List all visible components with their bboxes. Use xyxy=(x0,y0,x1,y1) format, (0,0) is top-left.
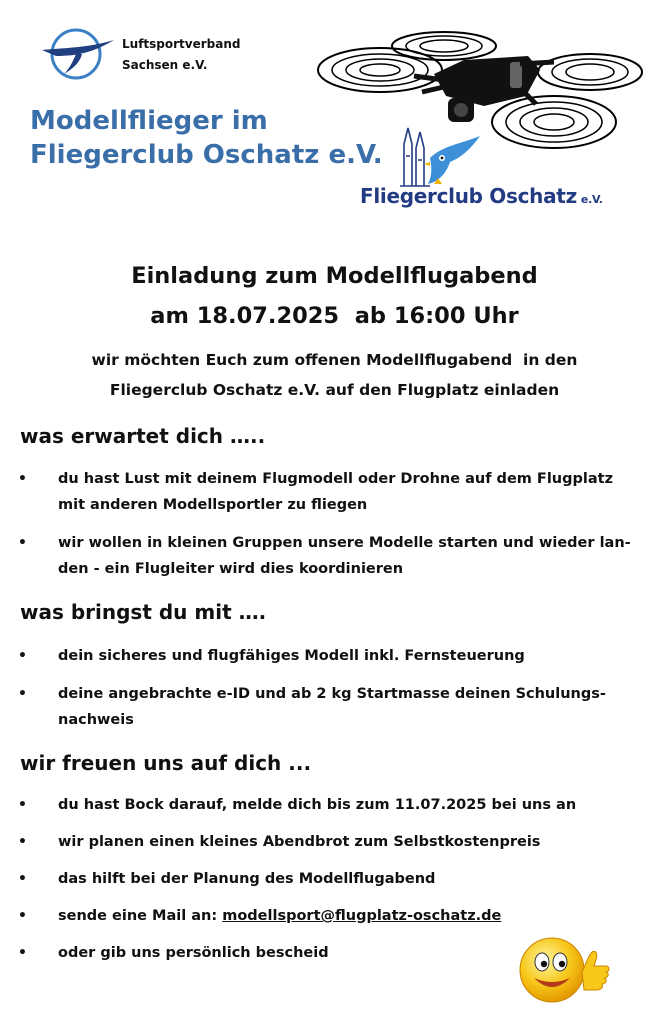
club-logo-name: Fliegerclub Oschatz xyxy=(360,184,577,208)
list-item xyxy=(0,466,640,518)
bird-church-emblem-icon xyxy=(390,122,486,192)
club-logo-suffix: e.V. xyxy=(580,193,603,206)
mail-link[interactable]: modellsport@flugplatz-oschatz.de xyxy=(222,908,502,924)
thumbs-up-smiley-icon xyxy=(516,934,612,1004)
headline-line2: am 18.07.2025 ab 16:00 Uhr xyxy=(150,303,519,329)
list-item xyxy=(0,643,640,669)
list-item-line: nachweis xyxy=(58,712,134,728)
list-item xyxy=(0,681,640,733)
club-title-line2: Fliegerclub Oschatz e.V. xyxy=(30,140,383,170)
mail-label: sende eine Mail an: xyxy=(58,908,223,924)
bring-list xyxy=(0,643,640,733)
list-item xyxy=(0,829,640,855)
list-item-line: • du hast Lust mit deinem Flugmodell oder Drohne auf dem Flugplatz xyxy=(58,471,614,487)
list-item-line: • das hilft bei der Planung des Modellflugabend xyxy=(58,871,436,887)
expectations-list xyxy=(0,466,640,582)
federation-line2: Sachsen e.V. xyxy=(122,58,208,72)
intro-line2: Fliegerclub Oschatz e.V. auf den Flugplatz einladen xyxy=(109,381,560,399)
club-title-line1: Modellflieger im xyxy=(30,106,268,136)
list-item-line: • du hast Bock darauf, melde dich bis zum 11.07.2025 bei uns an xyxy=(58,797,577,813)
list-item-line: • deine angebrachte e-ID und ab 2 kg Startmasse deinen Schulungs- xyxy=(58,686,606,702)
intro-line1: wir möchten Euch zum offenen Modellflugabend in den xyxy=(91,351,578,369)
invitation-intro xyxy=(0,345,669,405)
list-item-line: • wir wollen in kleinen Gruppen unsere Modelle starten und wieder lan- xyxy=(58,535,631,551)
federation-name xyxy=(122,34,240,76)
section-heading-bring: was bringst du mit …. xyxy=(20,600,267,624)
section-heading-expectations: was erwartet dich ….. xyxy=(20,424,266,448)
list-item-line: • wir planen einen kleines Abendbrot zum Selbstkostenpreis xyxy=(58,834,541,850)
bird-logo-icon xyxy=(38,24,116,82)
club-logo-wordmark xyxy=(360,184,603,208)
federation-line1: Luftsportverband xyxy=(122,37,241,51)
list-item-line: den - ein Flugleiter wird dies koordinieren xyxy=(58,561,404,577)
list-item-line: mit anderen Modellsportler zu fliegen xyxy=(58,497,368,513)
section-heading-looking-forward: wir freuen uns auf dich ... xyxy=(20,751,312,775)
headline-line1: Einladung zum Modellflugabend xyxy=(131,263,538,289)
list-item-line: • oder gib uns persönlich bescheid xyxy=(58,945,329,961)
list-item-line: • dein sicheres und flugfähiges Modell inkl. Fernsteuerung xyxy=(58,648,525,664)
list-item xyxy=(0,866,640,892)
list-item xyxy=(0,903,640,929)
invitation-headline xyxy=(0,256,669,336)
list-item xyxy=(0,792,640,818)
list-item xyxy=(0,530,640,582)
